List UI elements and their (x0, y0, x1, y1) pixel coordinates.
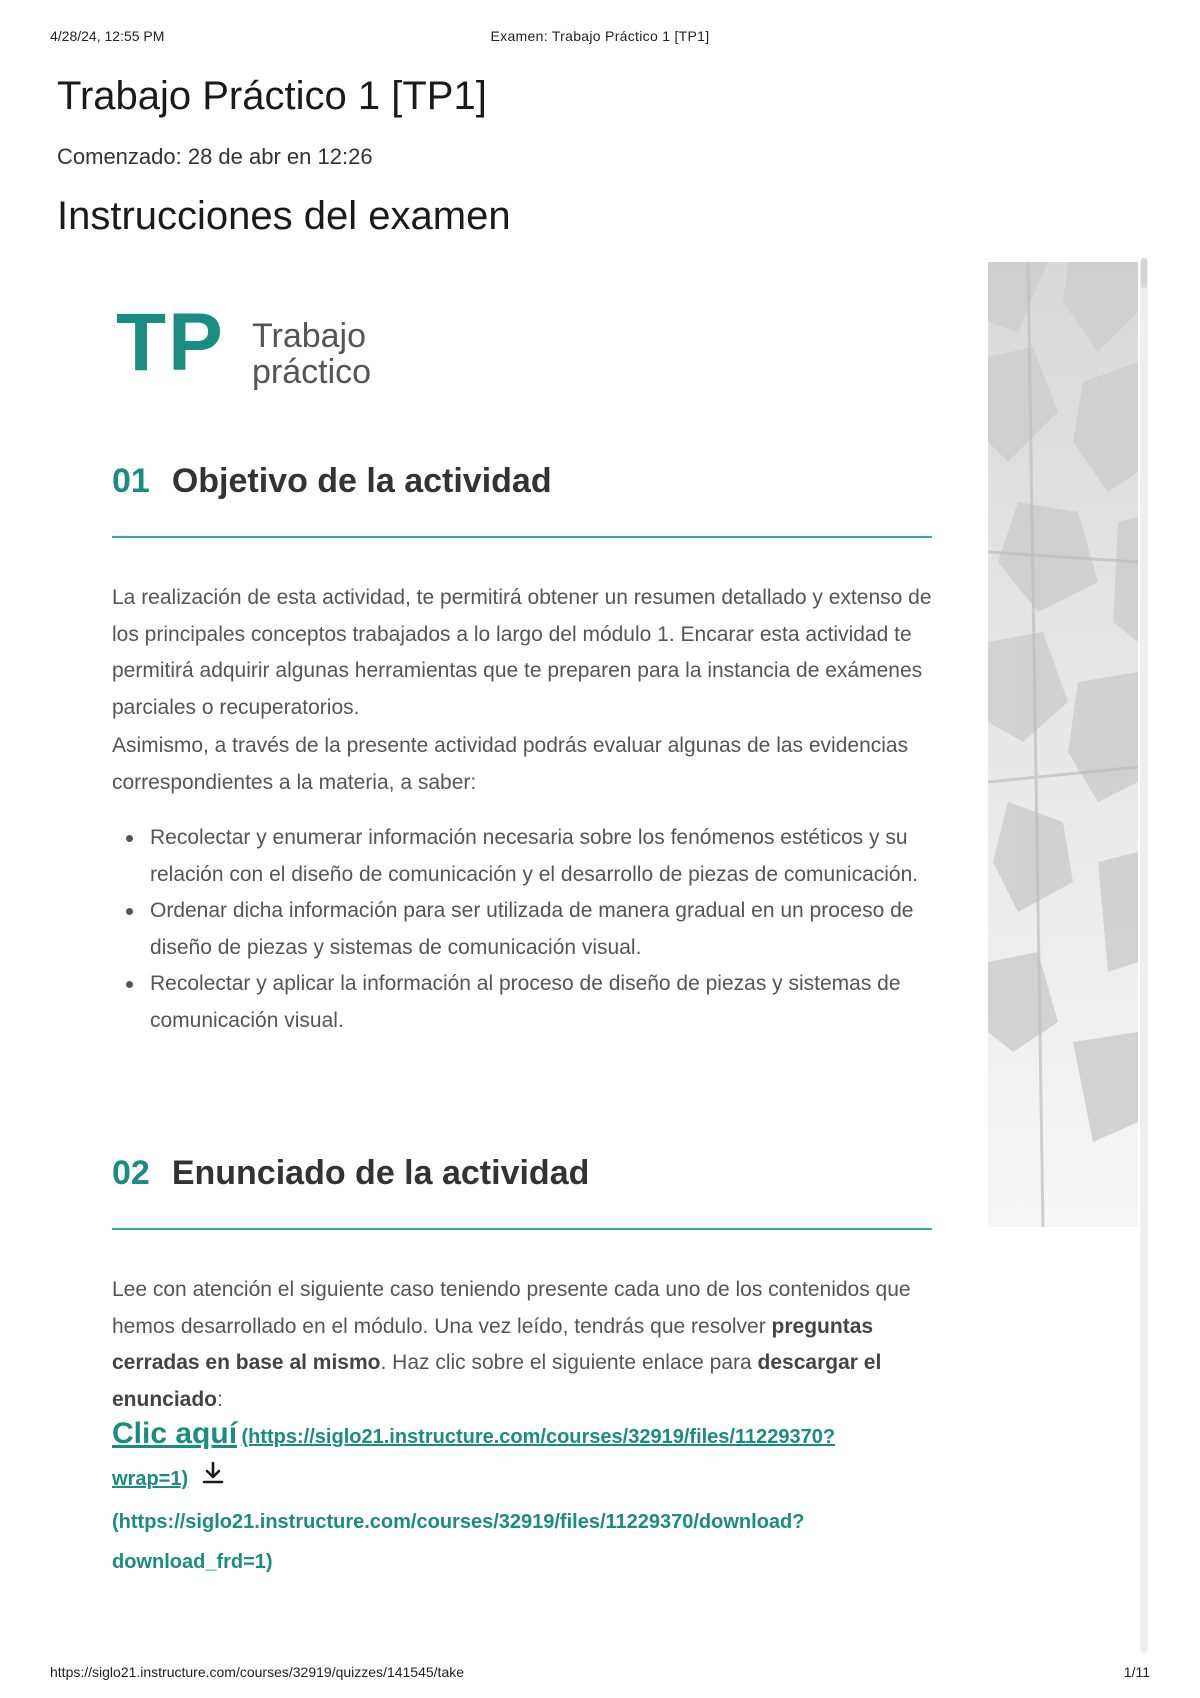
section-01-heading (112, 462, 932, 501)
section-02-divider (112, 1228, 932, 1230)
instructions-heading: Instrucciones del examen (57, 194, 511, 238)
statement-text-a: Lee con atención el siguiente caso teniendo presente cada uno de los contenidos que hemos desarrollado en el módulo. Una vez leído, tendrás que resolver (112, 1278, 911, 1338)
statement-link-line-1[interactable] (112, 1414, 932, 1459)
tp-logo-word-1: Trabajo (252, 317, 367, 355)
section-01-number: 01 (112, 462, 150, 500)
objective-paragraph-2: Asimismo, a través de la presente actividad podrás evaluar algunas de las evidencias correspondientes a la materia, a saber: (112, 734, 909, 794)
statement-bold-1: preguntas cerradas en base al mismo (112, 1314, 874, 1374)
print-url: https://siglo21.instructure.com/courses/32919/quizzes/141545/take (50, 1664, 465, 1680)
scrollbar[interactable] (1140, 258, 1148, 1653)
section-02-title: Enunciado de la actividad (171, 1154, 590, 1192)
statement-text-c: . Haz clic sobre el siguiente enlace para (380, 1351, 758, 1374)
tp-logo-mark: TP (116, 297, 225, 388)
tp-logo-word (252, 318, 371, 390)
list-item: Recolectar y aplicar la información al proceso de diseño de piezas y sistemas de comunicación visual. (112, 966, 932, 1039)
section-01-divider (112, 536, 932, 538)
tp-logo-word-2: práctico (252, 353, 372, 391)
download-link-block (112, 1414, 932, 1582)
print-footer (0, 1664, 1200, 1684)
page-number: 1/11 (1123, 1664, 1150, 1680)
statement-bold-2: descargar el enunciado (112, 1351, 882, 1411)
section-01-title: Objetivo de la actividad (171, 462, 552, 500)
scrollbar-thumb[interactable] (1141, 258, 1147, 288)
print-doc-title: Examen: Trabajo Práctico 1 [TP1] (490, 28, 710, 44)
list-item: Ordenar dicha información para ser utilizada de manera gradual en un proceso de diseño de piezas y sistemas de comunicación visual. (112, 893, 932, 966)
page-title: Trabajo Práctico 1 [TP1] (57, 74, 487, 118)
objective-paragraph-1: La realización de esta actividad, te permitirá obtener un resumen detallado y extenso de los principales conceptos trabajados a lo largo del módulo 1. Encarar esta actividad te permitirá adquirir algunas herramientas que te preparen para la instancia de exámenes parciales o recuperatorios. (112, 586, 932, 719)
print-header (0, 28, 1200, 48)
print-date: 4/28/24, 12:55 PM (50, 28, 165, 44)
section-02-heading (112, 1154, 932, 1193)
statement-text-e: : (217, 1387, 223, 1411)
instructions-content (112, 297, 932, 1573)
started-timestamp: Comenzado: 28 de abr en 12:26 (57, 144, 373, 169)
decorative-side-image (988, 262, 1138, 1227)
click-here-link[interactable]: Clic aquí (112, 1417, 238, 1450)
tp-logo (112, 297, 932, 400)
evidence-list (112, 820, 932, 1039)
architecture-pattern-graphic (988, 262, 1138, 1227)
statement-link-url-2[interactable]: wrap=1) (112, 1468, 189, 1490)
statement-paragraph (112, 1272, 932, 1418)
statement-link-url-1[interactable]: (https://siglo21.instructure.com/courses/32919/files/11229370? (241, 1426, 836, 1448)
download-link-url-1[interactable]: (https://siglo21.instructure.com/courses/32919/files/11229370/download? (112, 1510, 805, 1533)
statement-link-line-2[interactable] (112, 1459, 932, 1502)
download-link-url-2[interactable]: download_frd=1) (112, 1550, 273, 1573)
list-item: Recolectar y enumerar información necesaria sobre los fenómenos estéticos y su relación con el diseño de comunicación y el desarrollo de piezas de comunicación. (112, 820, 932, 893)
section-02-number: 02 (112, 1154, 150, 1192)
download-arrow-icon[interactable] (200, 1460, 226, 1502)
